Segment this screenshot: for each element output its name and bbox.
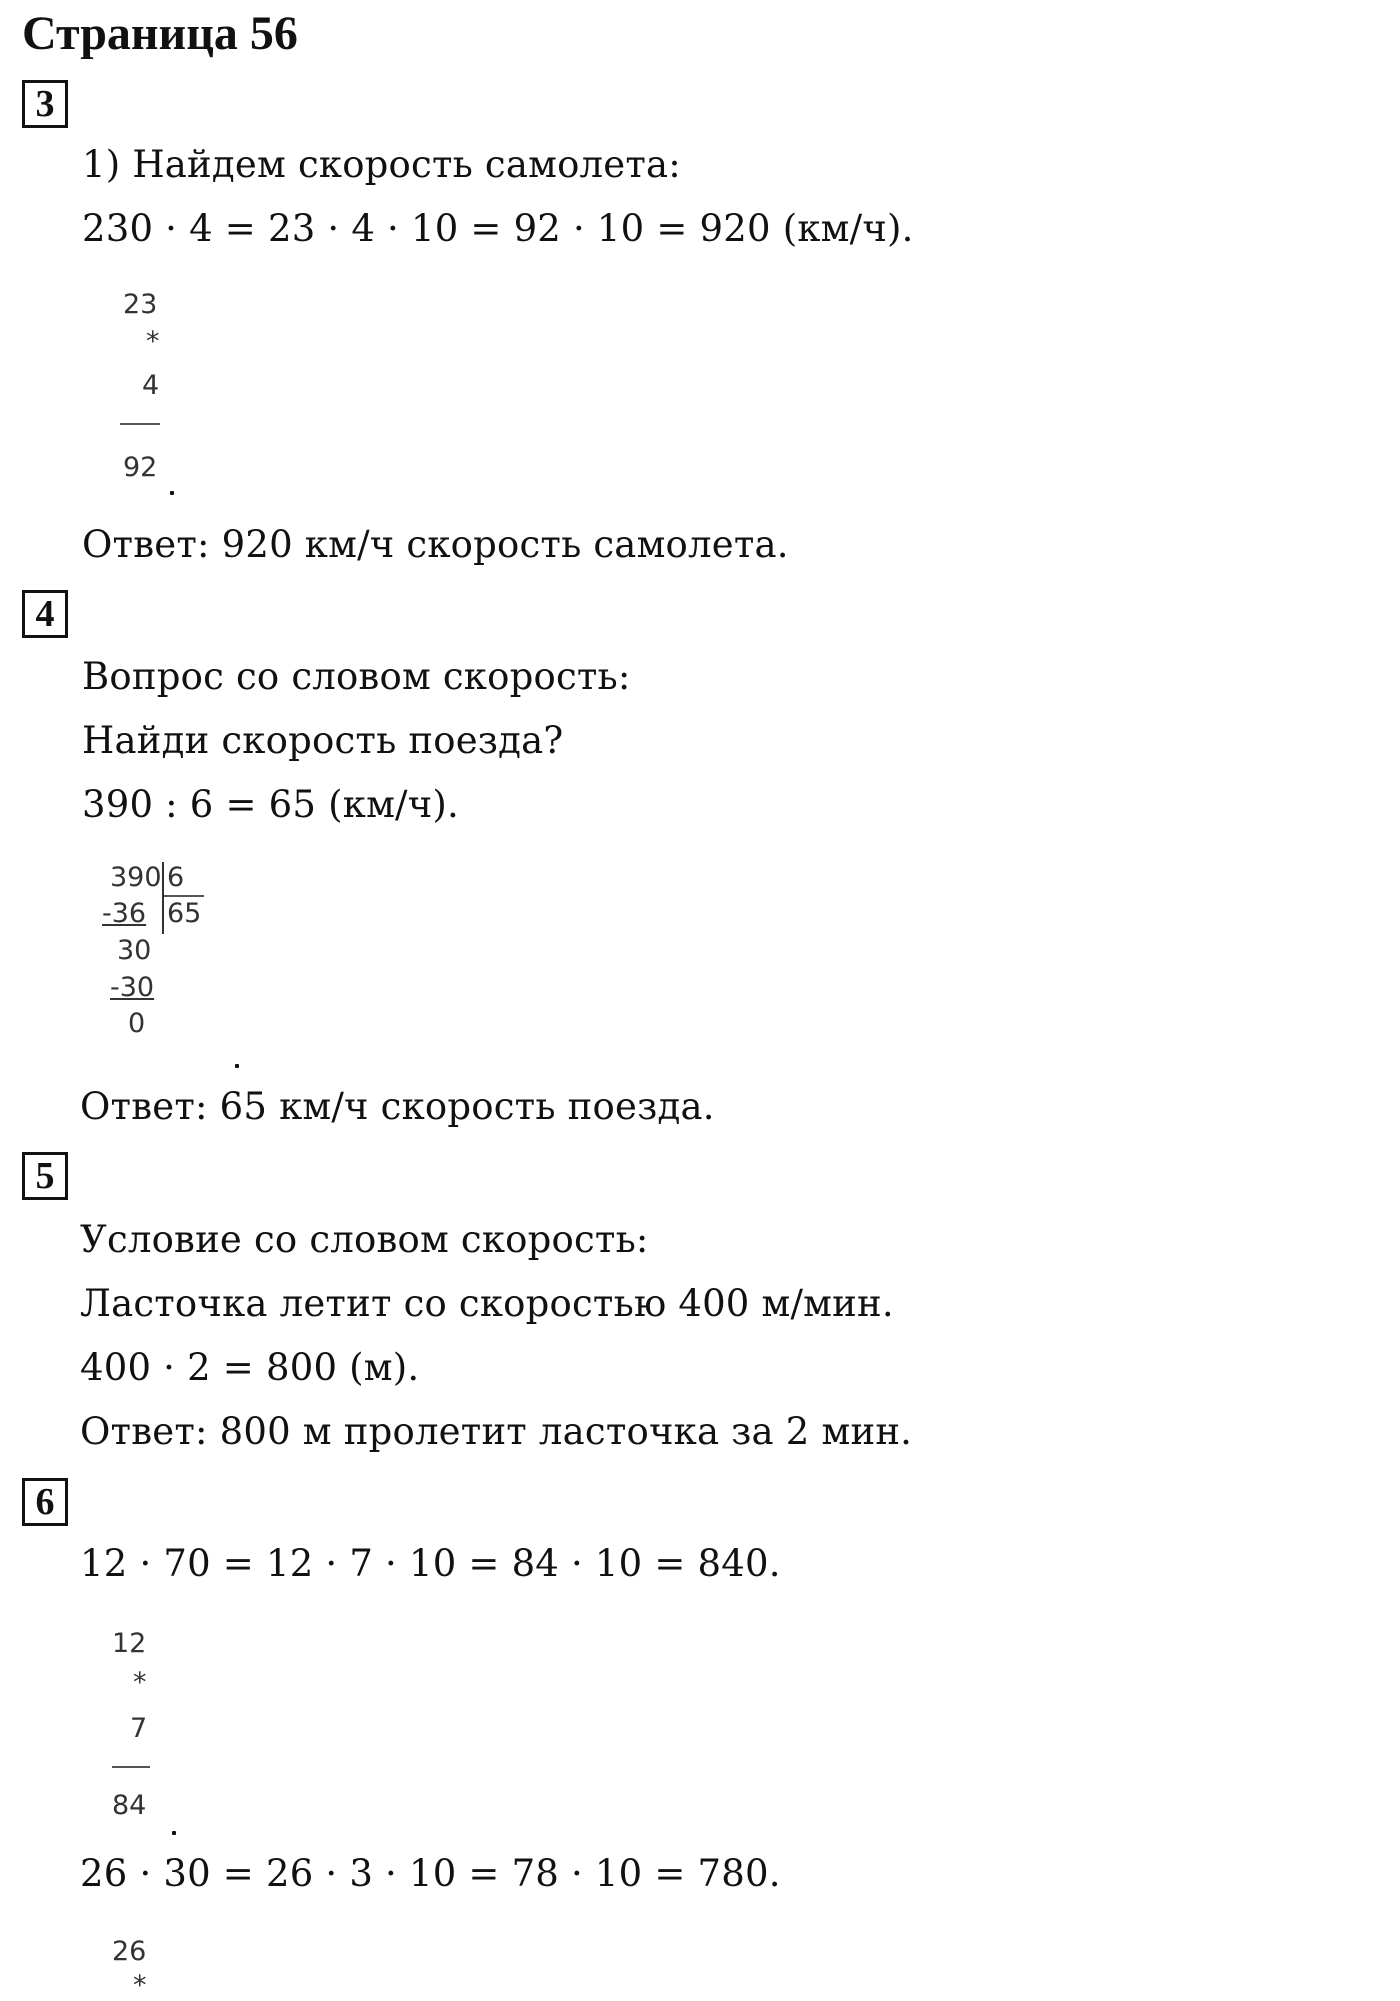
col-rule: [120, 423, 160, 425]
task-number-4: 4: [22, 590, 68, 638]
task4-equation: 390 : 6 = 65 (км/ч).: [82, 783, 459, 826]
period-dot: [172, 1831, 176, 1835]
col-rule: [112, 1766, 150, 1768]
task5-line-2: Ласточка летит со скоростью 400 м/мин.: [80, 1282, 894, 1325]
task5-equation: 400 · 2 = 800 (м).: [80, 1346, 420, 1389]
task6-equation-1: 12 · 70 = 12 · 7 · 10 = 84 · 10 = 840.: [80, 1542, 781, 1585]
col-result: 92: [123, 452, 158, 483]
task-number-3: 3: [22, 80, 68, 128]
div-subtract-2: -30: [110, 972, 155, 1003]
col-multiplicand: 12: [112, 1628, 147, 1659]
page-title: Страница 56: [22, 7, 298, 60]
task-number-5: 5: [22, 1152, 68, 1200]
task5-answer: Ответ: 800 м пролетит ласточка за 2 мин.: [80, 1410, 913, 1453]
col-multiplier: 7: [130, 1713, 148, 1744]
col-multiplier: 4: [142, 370, 160, 401]
period-dot: [235, 1064, 239, 1068]
col-operator: *: [133, 1667, 147, 1698]
task6-equation-2: 26 · 30 = 26 · 3 · 10 = 78 · 10 = 780.: [80, 1852, 781, 1895]
col-multiplicand: 23: [123, 289, 158, 320]
div-subtract-1: -36: [102, 898, 147, 929]
task-number-6: 6: [22, 1478, 68, 1526]
task4-line-1: Вопрос со словом скорость:: [82, 655, 631, 698]
div-divisor-rule: [164, 895, 204, 897]
div-remainder-1: 30: [117, 935, 152, 966]
div-divisor: 6: [167, 862, 185, 893]
period-dot: [170, 491, 174, 495]
task3-answer: Ответ: 920 км/ч скорость самолета.: [82, 523, 789, 566]
div-quotient: 65: [167, 898, 202, 929]
task3-line-1: 1) Найдем скорость самолета:: [82, 143, 681, 186]
col-operator: *: [133, 1970, 147, 2001]
div-dividend: 390: [110, 862, 162, 893]
task5-line-1: Условие со словом скорость:: [80, 1218, 649, 1261]
div-remainder-2: 0: [128, 1008, 146, 1039]
col-operator: *: [146, 326, 160, 357]
task4-answer: Ответ: 65 км/ч скорость поезда.: [80, 1085, 715, 1128]
col-result: 84: [112, 1790, 147, 1821]
div-vertical-rule: [162, 862, 164, 934]
task3-equation: 230 · 4 = 23 · 4 · 10 = 92 · 10 = 920 (км/ч).: [82, 207, 914, 250]
col-multiplicand: 26: [112, 1936, 147, 1967]
task4-line-2: Найди скорость поезда?: [82, 719, 564, 762]
